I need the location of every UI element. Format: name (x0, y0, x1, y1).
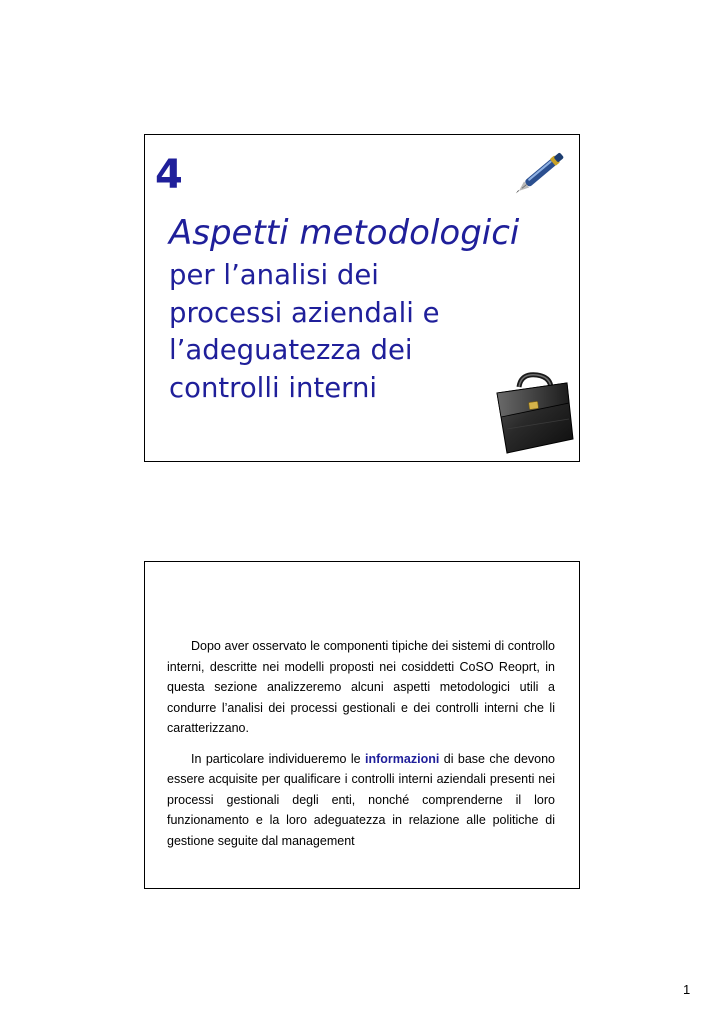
paragraph (167, 749, 555, 852)
subtitle-line: processi aziendali e (169, 296, 440, 329)
subtitle-line: per l’analisi dei (169, 259, 379, 291)
slide-body (167, 636, 555, 851)
paragraph: Dopo aver osservato le componenti tipiche dei sistemi di controllo interni, descritte nei modelli proposti nei cosiddetti CoSO Reoprt, in questa sezione analizzeremo alcuni aspetti metodologici utili a condurre l’analisi dei processi gestionali e dei controlli interni che li caratterizzano. (167, 639, 555, 735)
subtitle-line: l’adeguatezza dei (169, 334, 413, 366)
fountain-pen-icon (515, 143, 575, 195)
slide-2 (144, 561, 580, 889)
paragraph-text: di base che devono essere acquisite per qualificare i controlli interni aziendali presenti nei processi gestionali degli enti, nonché comprenderne il loro funzionamento e la loro adeguatezza in relazione alle politiche di gestione seguite dal management (167, 751, 555, 848)
page-number: 1 (683, 982, 691, 997)
slide-1 (144, 134, 580, 462)
briefcase-icon (493, 369, 577, 455)
slide-title: Aspetti metodologici (169, 213, 520, 253)
paragraph-text: In particolare individueremo le (191, 751, 366, 766)
highlighted-term: informazioni (365, 751, 440, 766)
slide-number: 4 (155, 152, 183, 198)
subtitle-line: controlli interni (169, 371, 378, 404)
slide-subtitle (169, 257, 440, 407)
